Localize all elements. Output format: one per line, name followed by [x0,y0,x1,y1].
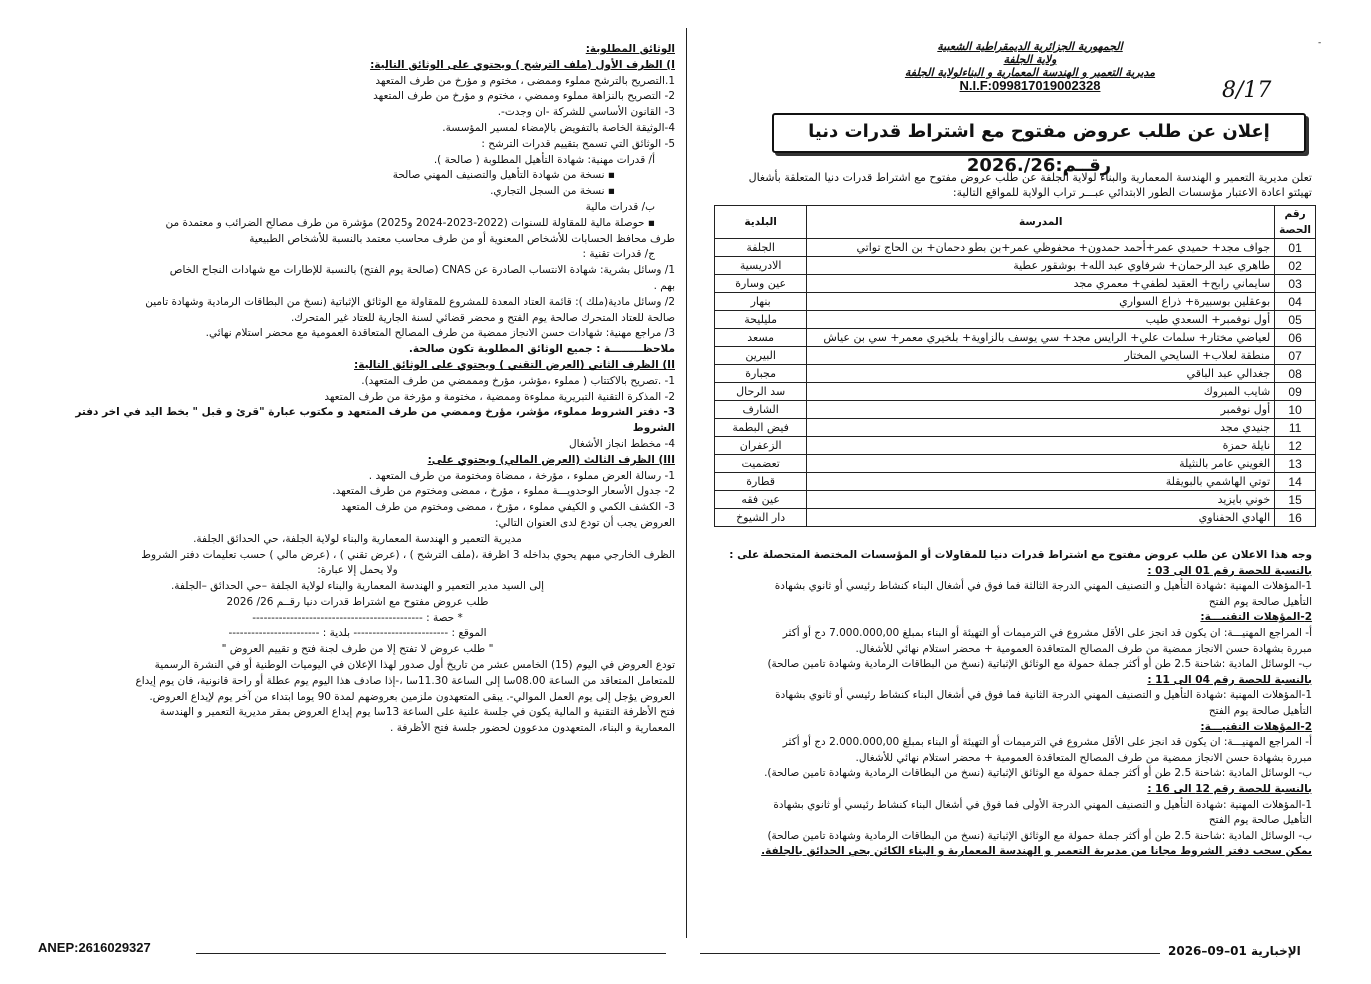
school-cell: أول نوفمبر [807,401,1275,419]
table-row [715,257,1316,275]
municipality-cell: البيرين [715,347,807,365]
municipality-cell: فيض البطمة [715,419,807,437]
school-cell: الغويني عامر بالنثيلة [807,455,1275,473]
docs-title: الوثائق المطلوبة: [585,43,675,55]
school-cell: بوعقلين بوسبيرة+ ذراع السواري [807,293,1275,311]
group2-material: ب- الوسائل المادية :شاحنة 2.5 طن أو أكثر جملة حمولة مع الوثائق الإثباتية (نسخ من البطاقات الرمادية وشهادة تامين صالحة). [764,767,1312,780]
deadline-para-3: العروض يؤجل إلى يوم العمل الموالي-. يبقى المتعهدون ملزمين بعروضهم لمدة 90 يوما ابتداء من آخر يوم لإيداع العروض. [149,690,675,703]
env1-item-4: 4-الوثيقة الخاصة بالتفويض بالإمضاء لمسير المؤسسة. [442,121,675,134]
municipality-cell: تعضميت [715,455,807,473]
envelope2-heading: II) الظرف الثاني (العرض التقني ) ويحتوي على الوثائق التالية: [354,358,675,371]
table-row [715,275,1316,293]
school-cell: لعياضي مختار+ سلمات علي+ الرايس مجد+ سي يوسف بالزاوية+ بلخيري معمر+ سي بن عياش [807,329,1275,347]
table-row [715,491,1316,509]
fin-bullet-1-text: حوصلة مالية للمقاولة للسنوات (2022-2023-2024 و2025) مؤشرة من طرف مصالح الضرائب و معتمدة من [165,216,645,229]
school-cell: خوني بايزيد [807,491,1275,509]
tender-reference: طلب عروض مفتوح مع اشتراط قدرات دنيا رقــم 26/ 2026 [226,595,489,608]
group2-heading: بالنسبة للحصة رقم 04 الى 11 : [1147,673,1312,686]
envelope1-heading: I) الظرف الأول (ملف الترشح ) ويحتوي على الوثائق التالية: [370,58,675,71]
lot-number-cell: 10 [1275,401,1316,419]
column-divider [686,28,687,938]
lot-number-cell: 16 [1275,509,1316,527]
human-means-cont: بهم . [653,279,675,292]
wilaya-line: ولاية الجلفة [1003,53,1057,66]
group1-heading: بالنسبة للحصة رقم 01 الى 03 : [1147,564,1312,577]
school-cell: شايب المبروك [807,383,1275,401]
school-cell: جنيدي مجد [807,419,1275,437]
addressee: إلى السيد مدير التعمير و الهندسة المعمارية والبناء لولاية الجلفة –حي الحدائق –الجلفة. [170,580,545,593]
handwritten-reference: 8/17 [1222,78,1272,103]
intro-line-1: تعلن مديرية التعمير و الهندسة المعمارية والبناء لولاية الجلفة عن طلب عروض مفتوح مع اشتراط قدرات دنيا المتعلقة بأشغال [748,171,1312,184]
municipality-cell: مليليحة [715,311,807,329]
group3-qualification-cont: التأهيل صالحة يوم الفتح [1208,814,1312,827]
lot-number-cell: 12 [1275,437,1316,455]
footer-rule-left [196,953,666,954]
table-row [715,239,1316,257]
env3-item-2: 2- جدول الأسعار الوحدويـــة مملوء ، مؤرخ ، ممضى ومختوم من طرف المتعهد. [332,485,675,498]
env2-item-1: 1- .تصريح بالاكتتاب ( مملوء ،مؤشر، مؤرخ ومممضي من طرف المتعهد). [361,374,675,387]
municipality-cell: عين وسارة [715,275,807,293]
prof-bullet-1: ▪ نسخة من شهادة التأهيل والتصنيف المهني صالحة [392,169,615,182]
opening-para-1: فتح الأظرفة التقنية و المالية يكون في جلسة علنية على الساعة 13سا يوم إيداع العروض بمقر مديرية التعمير و الهندسة [160,706,675,719]
group1-technical: 2-المؤهلات التقنيـــة: [1200,611,1312,624]
municipality-cell: الزعفران [715,437,807,455]
table-row [715,473,1316,491]
envelope3-heading: III) الظرف الثالث (العرض المالي) ويحتوي على: [427,453,675,466]
docs-note: ملاحظـــــــــة : جميع الوثائق المطلوبة تكون صالحة. [408,343,675,356]
municipality-cell: الجلفة [715,239,807,257]
municipality-cell: مجبارة [715,365,807,383]
lot-number-cell: 01 [1275,239,1316,257]
do-not-open: " طلب عروض لا تفتح إلا من طرف لجنة فتح و تقييم العروض " [221,643,494,656]
prof-bullet-2: ▪ نسخة من السجل التجاري. [490,185,615,198]
table-row [715,455,1316,473]
lot-number-cell: 02 [1275,257,1316,275]
municipality-cell: عين فقه [715,491,807,509]
env1-item-5: 5- الوثائق التي تسمح بتقييم قدرات الترشح : [481,137,675,150]
group1-references: أ- المراجع المهنيـــة: ان يكون قد انجز على الأقل مشروع في الترميمات أو التهيئة أو البناء بمبلغ 7.000.000,00 دج أو أكثر [782,626,1312,639]
table-row [715,347,1316,365]
group2-qualification: 1-المؤهلات المهنية :شهادة التأهيل و التصنيف المهني الدرجة الثانية فما فوق في أشغال البناء كنشاط رئيسي أو ثانوي بشهادة [775,689,1312,702]
group1-qualification: 1-المؤهلات المهنية :شهادة التأهيل و التصنيف المهني الدرجة الثالثة فما فوق في أشغال البناء كنشاط رئيسي أو ثانوي بشهادة [774,580,1312,593]
group2-references-cont: مبررة بشهادة حسن الانجاز ممضية من طرف المصالح المتعاقدة العمومية + محضر استلام نهائي للأشغال. [855,751,1312,764]
footer-rule-right [700,953,1160,954]
env1-item-3: 3- القانون الأساسي للشركة -ان وجدت-. [497,106,675,119]
env1-item-2: 2- التصريح بالنزاهة مملوء وممضي ، مختوم و مؤرخ من طرف المتعهد [373,90,675,103]
table-row [715,365,1316,383]
municipality-cell: قطارة [715,473,807,491]
group1-qualification-cont: التأهيل صالحة يوم الفتح [1208,595,1312,608]
lot-number-cell: 13 [1275,455,1316,473]
material-means-cont: صالحة للعتاد المتحرك صالحة يوم الفتح و محضر قضائي لسنة الجارية للعتاد غير المتحرك. [290,311,675,324]
env2-item-4: 4- مخطط انجاز الأشغال [569,437,675,450]
lots-table [714,205,1316,527]
required-documents [40,42,675,737]
table-row [715,419,1316,437]
lot-number-cell: 07 [1275,347,1316,365]
group2-qualification-cont: التأهيل صالحة يوم الفتح [1208,704,1312,717]
lot-number-cell: 08 [1275,365,1316,383]
table-row [715,293,1316,311]
municipality-cell: الادريسية [715,257,807,275]
municipality-cell: الشارف [715,401,807,419]
intro-text [712,170,1312,200]
group2-technical: 2-المؤهلات التقنيـــة: [1200,720,1312,733]
fin-bullet-1-cont: طرف محافظ الحسابات للأشخاص المعنوية أو من طرف محاسب معتمد بالنسبة للأشخاص الطبيعية [249,232,675,245]
table-row [715,311,1316,329]
delivery-heading: العروض يجب أن تودع لدى العنوان التالي: [495,516,675,529]
municipality-cell: مسعد [715,329,807,347]
lot-number-cell: 15 [1275,491,1316,509]
school-cell: الهادي الحفناوي [807,509,1275,527]
lot-number-cell: 14 [1275,473,1316,491]
outer-envelope-cont: ولا يحمل إلا عبارة: [317,564,398,577]
prof-bullet-2-text: نسخة من السجل التجاري. [490,185,605,198]
env1-item-1: 1.التصريح بالترشح مملوء وممضى ، مختوم و مؤرخ من طرف المتعهد [375,74,675,87]
school-cell: أول نوفمبر+ السعدي طيب [807,311,1275,329]
table-row [715,437,1316,455]
lot-number-cell: 11 [1275,419,1316,437]
header-municipality: البلدية [715,206,807,239]
professional-capacity: أ/ قدرات مهنية: شهادة التأهيل المطلوبة ( صالحة ). [433,153,655,166]
school-cell: جواف مجد+ حميدي عمر+أحمد حمدون+ محفوظي عمر+بن بطو دحمان+ بن الحاج تواتي [807,239,1275,257]
school-cell: توتي الهاشمي بالبويقلة [807,473,1275,491]
env3-item-1: 1- رسالة العرض مملوء ، مؤرخة ، ممضاة ومختومة من طرف المتعهد . [368,469,675,482]
env3-item-3: 3- الكشف الكمي و الكيفي مملوء ، مؤرخ ، ممضى ومختوم من طرف المتعهد [341,501,675,514]
table-row [715,509,1316,527]
table-row [715,383,1316,401]
outer-envelope: الظرف الخارجي مبهم يحوي بداخله 3 اظرفة ،(ملف الترشح ) ، (عرض تقني ) ، (عرض مالي ) حسب تعليمات دفتر الشروط [141,548,675,561]
municipality-cell: سد الرحال [715,383,807,401]
group3-heading: بالنسبة للحصة رقم 12 الى 16 : [1147,782,1312,795]
anep-reference: ANEP:2616029327 [38,940,151,955]
deadline-para-2: للمتعامل المتعاقد من الساعة 08.00سا إلى الساعة 11.30سا ،-إذا صادف هذا اليوم يوم عطلة أو راحة قانونية، فان يوم إيداع [135,674,675,687]
technical-capacity: ج/ قدرات تقنية : [582,248,655,261]
lot-placeholder: * حصة : --------------------------------------------- [252,611,463,624]
nif-number: N.I.F:099817019002328 [959,78,1101,93]
fin-bullet-1: ▪ حوصلة مالية للمقاولة للسنوات (2022-2023-2024 و2025) مؤشرة من طرف مصالح الضرائب و معتمدة من [165,216,655,229]
group3-qualification: 1-المؤهلات المهنية :شهادة التأهيل و التصنيف المهني الدرجة الأولى فما فوق في أشغال البناء كنشاط رئيسي أو ثانوي بشهادة [773,798,1312,811]
school-cell: نايلة حمزة [807,437,1275,455]
lot-number-cell: 09 [1275,383,1316,401]
site-placeholder: الموقع : ------------------------- بلدية : ------------------------ [228,627,487,640]
opening-para-2: المعمارية و البناء، المتعهدون مدعوون لحضور جلسة فتح الأظرفة . [390,722,675,735]
table-row [715,329,1316,347]
lot-number-cell: 06 [1275,329,1316,347]
school-cell: طاهري عبد الرحمان+ شرفاوي عبد الله+ بوشقور عطية [807,257,1275,275]
announcement-title: إعلان عن طلب عروض مفتوح مع اشتراط قدرات دنيا رقــم:26/.2026 [772,113,1306,153]
municipality-cell: دار الشيوخ [715,509,807,527]
lot-number-cell: 03 [1275,275,1316,293]
financial-capacity: ب/ قدرات مالية [585,200,655,213]
human-means: 1/ وسائل بشرية: شهادة الانتساب الصادرة عن CNAS (صالحة يوم الفتح) بالنسبة للإطارات مع شهادات النجاح الخاص [169,264,675,277]
school-cell: سايماني رابح+ العقيد لطفي+ معمري مجد [807,275,1275,293]
letterhead [900,40,1160,92]
directorate-line: مديرية التعمير و الهندسة المعمارية و البناءلولاية الجلفة [904,66,1156,79]
group1-references-cont: مبررة بشهادة حسن الانجاز ممضية من طرف المصالح المتعاقدة العمومية + محضر استلام نهائي للأشغال. [855,642,1312,655]
req-intro: وجه هذا الاعلان عن طلب عروض مفتوح مع اشتراط قدرات دنيا للمقاولات أو المؤسسات المختصة المتحصلة على : [729,549,1312,561]
header-lot-number: رقم الحصة [1275,206,1316,239]
header-school: المدرسة [807,206,1275,239]
group3-material: ب- الوسائل المادية :شاحنة 2.5 طن أو أكثر جملة حمولة مع الوثائق الإثباتية (نسخ من البطاقات الرمادية وشهادة تامين صالحة) [767,829,1312,842]
env2-item-3: 3- دفتر الشروط مملوء، مؤشر، مؤرخ وممضي من طرف المتعهد و مكتوب عبارة "قرئ و قبل " بخط اليد في اخر دفتر الشروط [75,406,675,435]
group1-material: ب- الوسائل المادية :شاحنة 2.5 طن أو أكثر جملة حمولة مع الوثائق الإثباتية (نسخ من البطاقات الرمادية وشهادة تامين صالحة) [767,658,1312,671]
lot-number-cell: 05 [1275,311,1316,329]
corner-mark: - [1318,38,1322,48]
lot-number-cell: 04 [1275,293,1316,311]
intro-line-2: تهيئتو اعادة الاعتبار مؤسسات الطور الابتدائي عبـــر تراب الولاية للمواقع التالية: [952,186,1312,199]
withdraw-notice: يمكن سحب دفتر الشروط مجانا من مديرية التعمير و الهندسة المعمارية و البناء الكائن بحي الحدائق بالجلفة. [761,845,1312,858]
prof-bullet-1-text: نسخة من شهادة التأهيل والتصنيف المهني صالحة [392,169,605,182]
newspaper-date: الإخبارية 01–09–2026 [1168,944,1301,958]
school-cell: جغدالي عبد الباقي [807,365,1275,383]
professional-references: 3/ مراجع مهنية: شهادات حسن الانجاز ممضية من طرف المصالح المتعاقدة العمومية مع محضر استلام نهائي. [205,327,675,340]
group2-references: أ- المراجع المهنيـــة: ان يكون قد انجز على الأقل مشروع في الترميمات أو التهيئة أو البناء بمبلغ 2.000.000,00 دج أو أكثر [782,736,1312,749]
env2-item-2: 2- المذكرة التقنية التبريرية مملوءة وممضية ، مختومة و مؤرخة من طرف المتعهد [324,390,675,403]
deadline-para-1: تودع العروض في اليوم (15) الخامس عشر من تاريخ أول صدور لهذا الإعلان في اليوميات الوطنية أو في النشرة الرسمية [154,659,675,672]
municipality-cell: بنهار [715,293,807,311]
requirements-section [712,548,1312,860]
school-cell: منطقة لعلاب+ السايحي المختار [807,347,1275,365]
republic-line: الجمهورية الجزائرية الديمقراطية الشعبية [937,40,1123,53]
material-means: 2/ وسائل مادية(ملك ): قائمة العتاد المعدة للمشروع للمقاولة مع الوثائق الإثباتية (نسخ من البطاقات الرمادية وشهادة تامين [145,295,675,308]
delivery-address: مديرية التعمير و الهندسة المعمارية والبناء لولاية الجلفة، حي الحدائق الجلفة. [193,532,522,545]
table-row [715,401,1316,419]
